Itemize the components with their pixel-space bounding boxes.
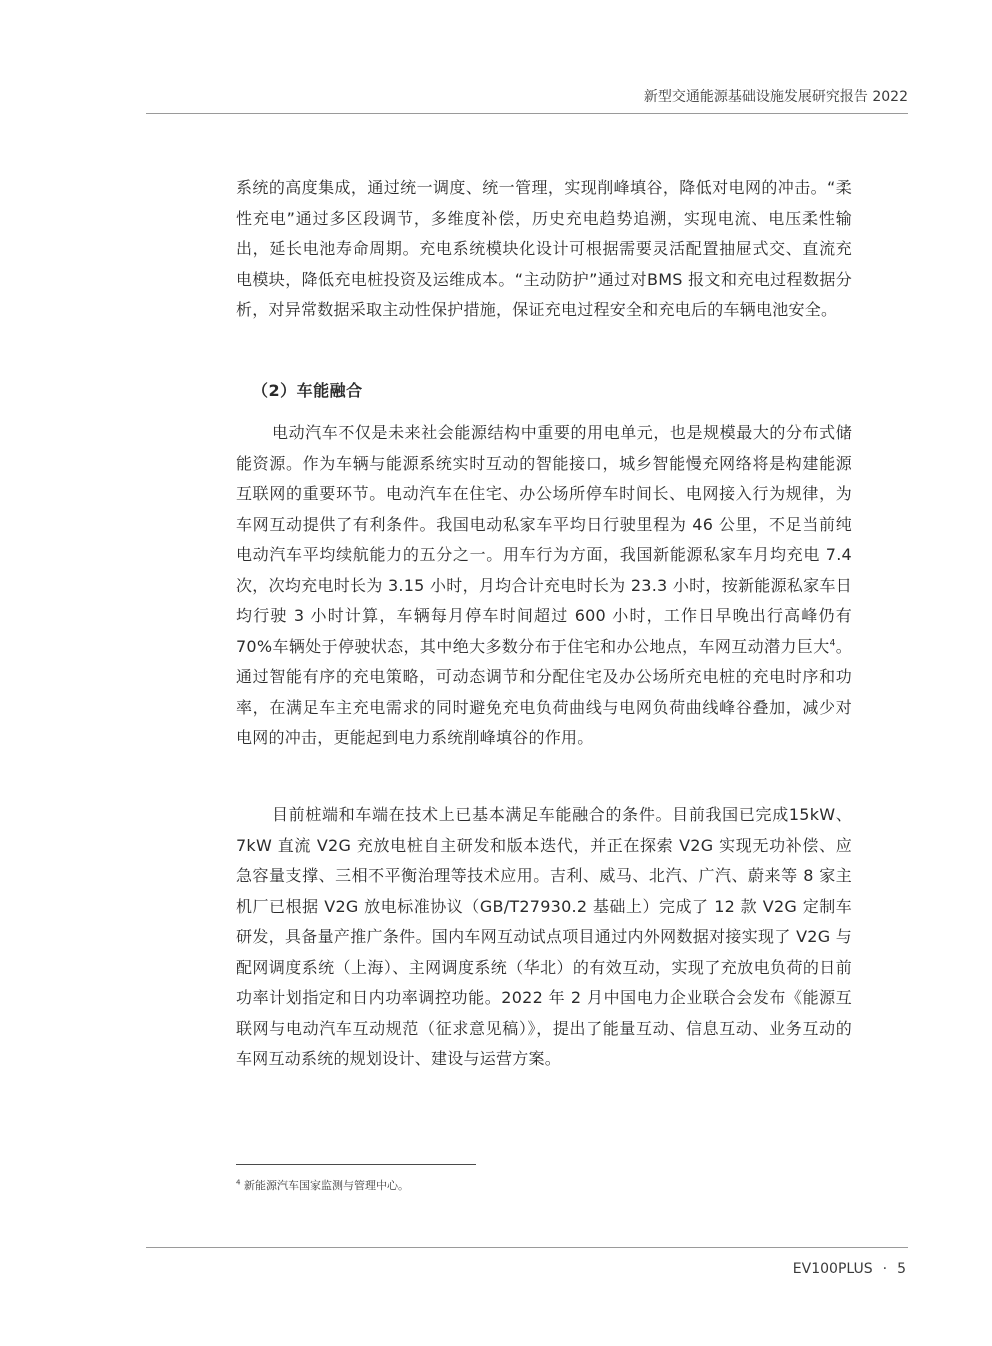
- paragraph-block-v2g: [236, 800, 852, 1075]
- footer-divider: [146, 1247, 908, 1248]
- footnote-text: 新能源汽车国家监测与管理中心。: [243, 1179, 409, 1192]
- running-header-title: 新型交通能源基础设施发展研究报告 2022: [643, 89, 908, 105]
- header-divider: [146, 113, 908, 114]
- footnote-marker: 4: [236, 1178, 241, 1187]
- paragraph-text-part2: 。通过智能有序的充电策略，可动态调节和分配住宅及办公场所充电桩的充电时序和功率，在满足车主充电需求的同时避免充电负荷曲线与电网负荷曲线峰谷叠加，减少对电网的冲击，更能起到电力系统削峰填谷的作用。: [236, 636, 852, 747]
- page-number: 5: [897, 1261, 906, 1277]
- footnote-reference[interactable]: 4: [829, 638, 836, 649]
- paragraph-text-part1: 电动汽车不仅是未来社会能源结构中重要的用电单元，也是规模最大的分布式储能资源。作为车辆与能源系统实时互动的智能接口，城乡智能慢充网络将是构建能源互联网的重要环节。电动汽车在住宅、办公场所停车时间长、电网接入行为规律，为车网互动提供了有利条件。我国电动私家车平均日行驶里程为 46 公里，不足当前纯电动汽车平均续航能力的五分之一。用车行为方面，我国新能源私家车月均充电 7.4 次，次均充电时长为 3.15 小时，月均合计充电时长为 23.3 小时，按新能源私家车日均行驶 3 小时计算，车辆每月停车时间超过 600 小时，工作日早晚出行高峰仍有 70%车辆处于停驶状态，其中绝大多数分布于住宅和办公地点，车网互动潜力巨大: [236, 423, 852, 656]
- footnote: [236, 1177, 409, 1193]
- paragraph-block-intro: [236, 173, 852, 326]
- paragraph-block-vehicle-energy: [236, 418, 852, 754]
- footnote-divider: [236, 1164, 476, 1165]
- page-footer: [793, 1261, 906, 1277]
- section-heading: （2）车能融合: [252, 381, 363, 400]
- paragraph-ev-storage: [236, 418, 852, 754]
- paragraph-system-integration: 系统的高度集成，通过统一调度、统一管理，实现削峰填谷，降低对电网的冲击。“柔性充电”通过多区段调节，多维度补偿，历史充电趋势追溯，实现电流、电压柔性输出，延长电池寿命周期。充电系统模块化设计可根据需要灵活配置抽屉式交、直流充电模块，降低充电桩投资及运维成本。“主动防护”通过对BMS 报文和充电过程数据分析，对异常数据采取主动性保护措施，保证充电过程安全和充电后的车辆电池安全。: [236, 178, 852, 319]
- paragraph-v2g-status: 目前桩端和车端在技术上已基本满足车能融合的条件。目前我国已完成15kW、7kW 直流 V2G 充放电桩自主研发和版本迭代，并正在探索 V2G 实现无功补偿、应急容量支撑、三相不平衡治理等技术应用。吉利、威马、北汽、广汽、蔚来等 8 家主机厂已根据 V2G 放电标准协议（GB/T27930.2 基础上）完成了 12 款 V2G 定制车研发，具备量产推广条件。国内车网互动试点项目通过内外网数据对接实现了 V2G 与配网调度系统（上海）、主网调度系统（华北）的有效互动，实现了充放电负荷的日前功率计划指定和日内功率调控功能。2022 年 2 月中国电力企业联合会发布《能源互联网与电动汽车互动规范（征求意见稿）》，提出了能量互动、信息互动、业务互动的车网互动系统的规划设计、建设与运营方案。: [236, 805, 852, 1068]
- footer-separator: ·: [882, 1261, 888, 1277]
- footer-brand: EV100PLUS: [792, 1261, 873, 1277]
